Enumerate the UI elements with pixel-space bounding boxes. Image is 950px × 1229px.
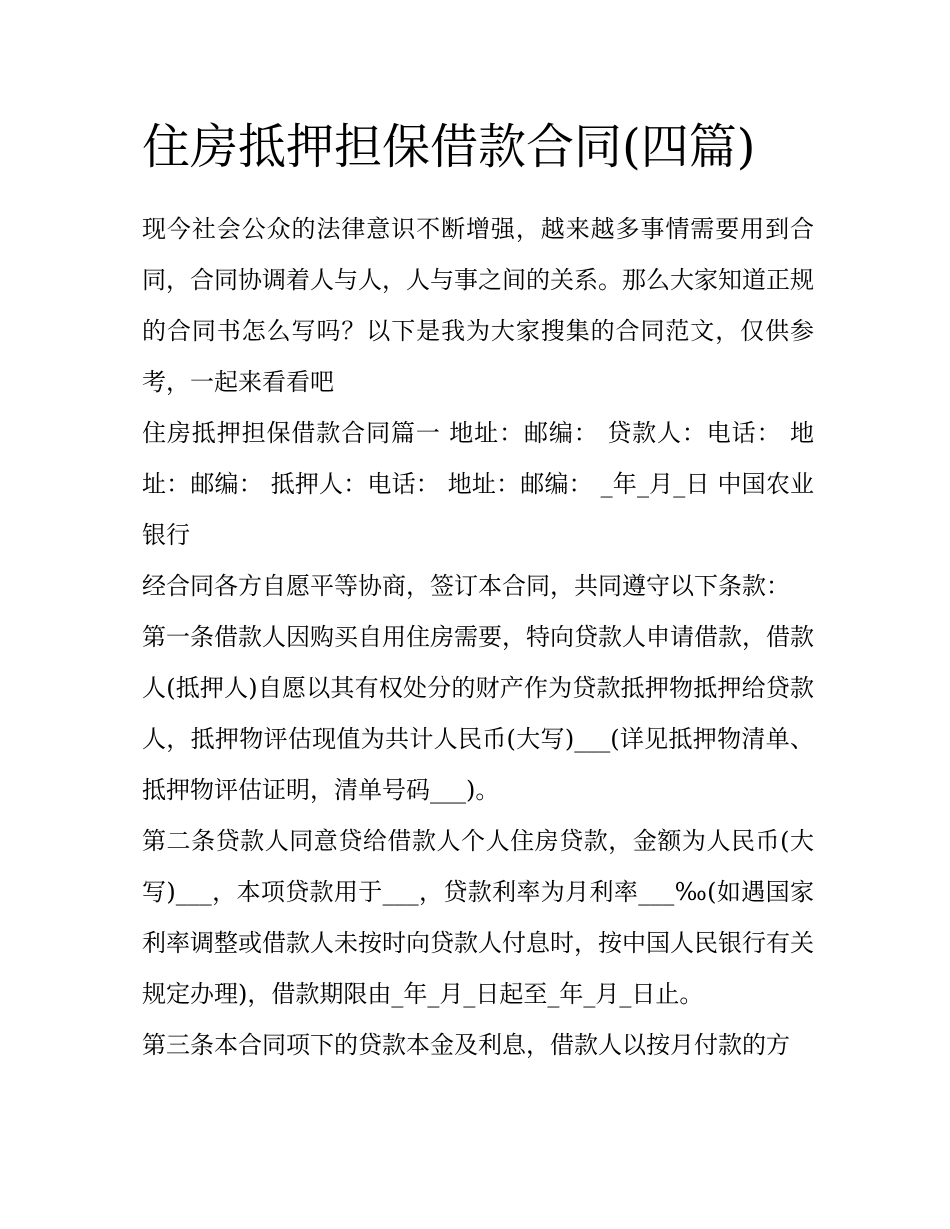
article-1-paragraph: 第一条借款人因购买自用住房需要，特向贷款人申请借款，借款人(抵押人)自愿以其有权处分的财产作为贷款抵押物抵押给贷款人，抵押物评估现值为共计人民币(大写)___(详见抵押物清单、抵押物评估证明，清单号码___)。 — [142, 623, 814, 804]
intro-paragraph: 现今社会公众的法律意识不断增强，越来越多事情需要用到合同，合同协调着人与人，人与事之间的关系。那么大家知道正规的合同书怎么写吗？以下是我为大家搜集的合同范文，仅供参考，一起来看看吧 — [142, 215, 814, 396]
document-body — [142, 204, 814, 1071]
document-page — [142, 112, 814, 1071]
preamble-paragraph: 经合同各方自愿平等协商，签订本合同，共同遵守以下条款： — [142, 572, 790, 600]
article-2-paragraph: 第二条贷款人同意贷给借款人个人住房贷款，金额为人民币(大写)___，本项贷款用于___，贷款利率为月利率___‰(如遇国家利率调整或借款人未按时向贷款人付息时，按中国人民银行有关规定办理)，借款期限由_年_月_日起至_年_月_日止。 — [142, 827, 814, 1008]
contract-header-paragraph: 住房抵押担保借款合同篇一 地址：邮编： 贷款人：电话： 地址：邮编： 抵押人：电话： 地址：邮编： _年_月_日 中国农业银行 — [142, 419, 814, 549]
document-title: 住房抵押担保借款合同(四篇) — [142, 119, 756, 175]
article-3-paragraph: 第三条本合同项下的贷款本金及利息，借款人以按月付款的方 — [142, 1031, 790, 1059]
